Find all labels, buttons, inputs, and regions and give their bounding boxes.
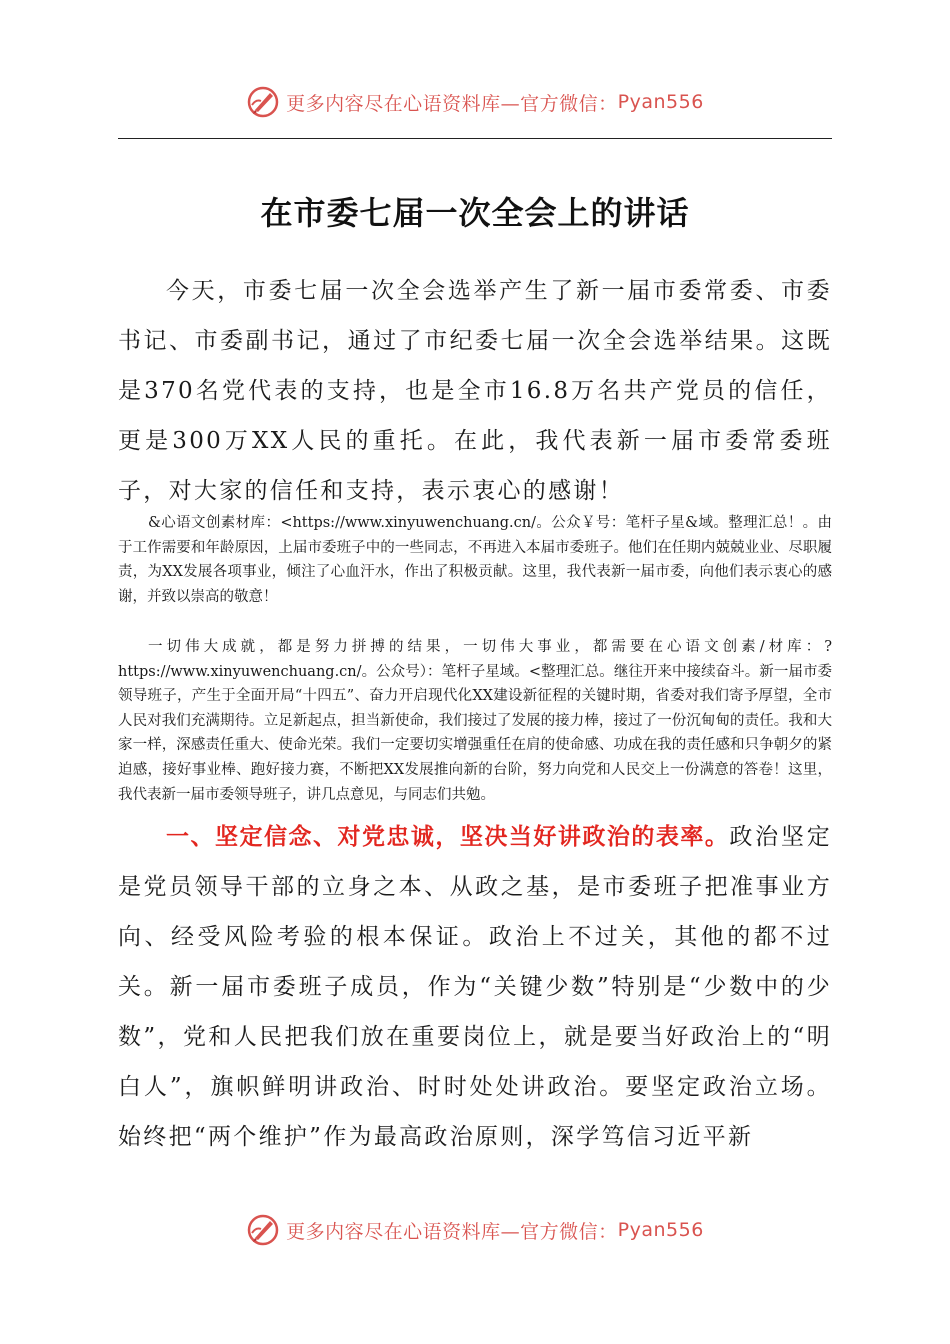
paragraph-thanks: &心语文创素材库：<https://www.xinyuwenchuang.cn/。公众￥号：笔杆子星&域。整理汇总！。由于工作需要和年龄原因，上届市委班子中的一些同志，不再进入本届市委班子。他们在任期内兢兢业业、尽职履责，为XX发展各项事业，倾注了心血汗水，作出了积极贡献。这里，我代表新一届市委，向他们表示衷心的感谢，并致以崇高的敬意！ xyxy=(118,515,832,605)
header-divider xyxy=(118,138,832,139)
footer-site-text: 更多内容尽在心语资料库—官方微信： xyxy=(286,1220,618,1243)
pen-seal-logo-icon xyxy=(246,1213,280,1247)
paragraph-mission: 一切伟大成就，都是努力拼搏的结果，一切伟大事业，都需要在心语文创素/材库：?https://www.xinyuwenchuang.cn/。公众号）：笔杆子星域。<整理汇总。继往开来中接续奋斗。新一届市委领导班子，产生于全面开局“十四五”、奋力开启现代化XX建设新征程的关键时期，省委对我们寄予厚望，全市人民对我们充满期待。立足新起点，担当新使命，我们接过了发展的接力棒，接过了一份沉甸甸的责任。我和大家一样，深感责任重大、使命光荣。我们一定要切实增强重任在肩的使命感、功成在我的责任感和只争朝夕的紧迫感，接好事业棒、跑好接力赛，不断把XX发展推向新的台阶，努力向党和人民交上一份满意的答卷！这里，我代表新一届市委领导班子，讲几点意见，与同志们共勉。 xyxy=(118,639,832,803)
header-banner xyxy=(0,82,950,122)
section-1 xyxy=(118,812,832,1162)
section-1-heading: 一、坚定信念、对党忠诚，坚决当好讲政治的表率。 xyxy=(166,823,730,850)
document-title: 在市委七届一次全会上的讲话 xyxy=(260,194,690,232)
header-site-text: 更多内容尽在心语资料库—官方微信： xyxy=(286,92,618,115)
footer-banner xyxy=(0,1210,950,1250)
header-wechat-id: Pyan556 xyxy=(617,91,704,113)
footer-wechat-id: Pyan556 xyxy=(617,1219,704,1241)
paragraph-intro: 今天，市委七届一次全会选举产生了新一届市委常委、市委书记、市委副书记，通过了市纪委七届一次全会选举结果。这既是370名党代表的支持，也是全市16.8万名共产党员的信任，更是300万XX人民的重托。在此，我代表新一届市委常委班子，对大家的信任和支持，表示衷心的感谢！ xyxy=(118,278,832,504)
section-1-body: 政治坚定是党员领导干部的立身之本、从政之基，是市委班子把准事业方向、经受风险考验的根本保证。政治上不过关，其他的都不过关。新一届市委班子成员，作为“关键少数”特别是“少数中的少数”，党和人民把我们放在重要岗位上，就是要当好政治上的“明白人”，旗帜鲜明讲政治、时时处处讲政治。要坚定政治立场。始终把“两个维护”作为最高政治原则，深学笃信习近平新 xyxy=(118,824,833,1150)
pen-seal-logo-icon xyxy=(246,85,280,119)
